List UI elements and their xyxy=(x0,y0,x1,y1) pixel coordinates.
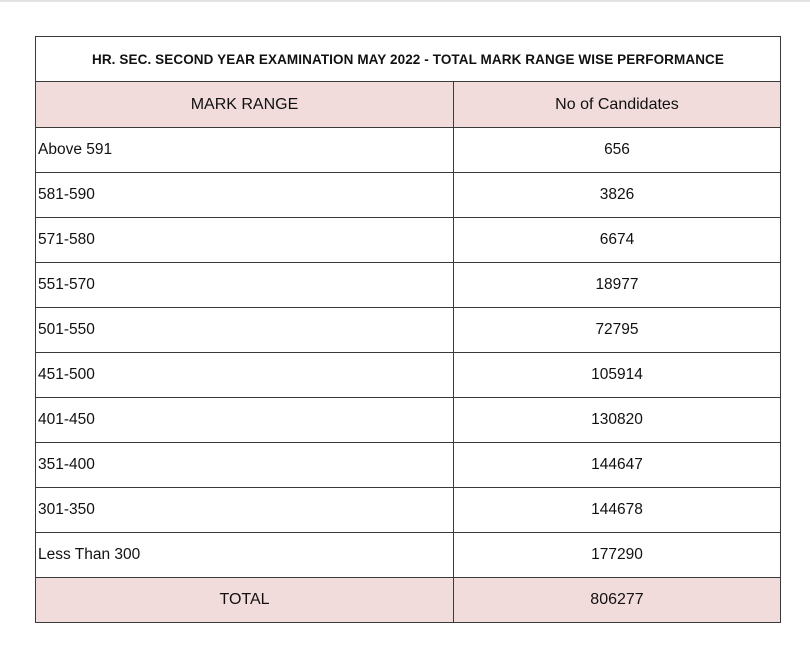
table-row xyxy=(36,443,781,488)
mark-range-cell: 401-450 xyxy=(36,398,454,443)
table-row xyxy=(36,353,781,398)
table-row xyxy=(36,218,781,263)
candidates-cell: 3826 xyxy=(454,173,781,218)
header-mark-range: MARK RANGE xyxy=(36,82,454,128)
candidates-cell: 72795 xyxy=(454,308,781,353)
performance-table xyxy=(35,36,781,623)
mark-range-cell: 351-400 xyxy=(36,443,454,488)
candidates-cell: 18977 xyxy=(454,263,781,308)
header-no-of-candidates: No of Candidates xyxy=(454,82,781,128)
total-label: TOTAL xyxy=(36,578,454,623)
header-row xyxy=(36,82,781,128)
table-row xyxy=(36,128,781,173)
table-title: HR. SEC. SECOND YEAR EXAMINATION MAY 2022 - TOTAL MARK RANGE WISE PERFORMANCE xyxy=(36,37,781,82)
table-row xyxy=(36,308,781,353)
mark-range-cell: 301-350 xyxy=(36,488,454,533)
table-row xyxy=(36,173,781,218)
mark-range-cell: 581-590 xyxy=(36,173,454,218)
mark-range-cell: 551-570 xyxy=(36,263,454,308)
mark-range-cell: 571-580 xyxy=(36,218,454,263)
candidates-cell: 130820 xyxy=(454,398,781,443)
table-row xyxy=(36,533,781,578)
candidates-cell: 177290 xyxy=(454,533,781,578)
table-row xyxy=(36,398,781,443)
title-row xyxy=(36,37,781,82)
mark-range-cell: 501-550 xyxy=(36,308,454,353)
total-row xyxy=(36,578,781,623)
candidates-cell: 144647 xyxy=(454,443,781,488)
candidates-cell: 6674 xyxy=(454,218,781,263)
mark-range-cell: 451-500 xyxy=(36,353,454,398)
candidates-cell: 105914 xyxy=(454,353,781,398)
mark-range-cell: Above 591 xyxy=(36,128,454,173)
candidates-cell: 144678 xyxy=(454,488,781,533)
top-divider xyxy=(0,0,810,2)
table-row xyxy=(36,488,781,533)
total-count: 806277 xyxy=(454,578,781,623)
mark-range-cell: Less Than 300 xyxy=(36,533,454,578)
candidates-cell: 656 xyxy=(454,128,781,173)
table-row xyxy=(36,263,781,308)
